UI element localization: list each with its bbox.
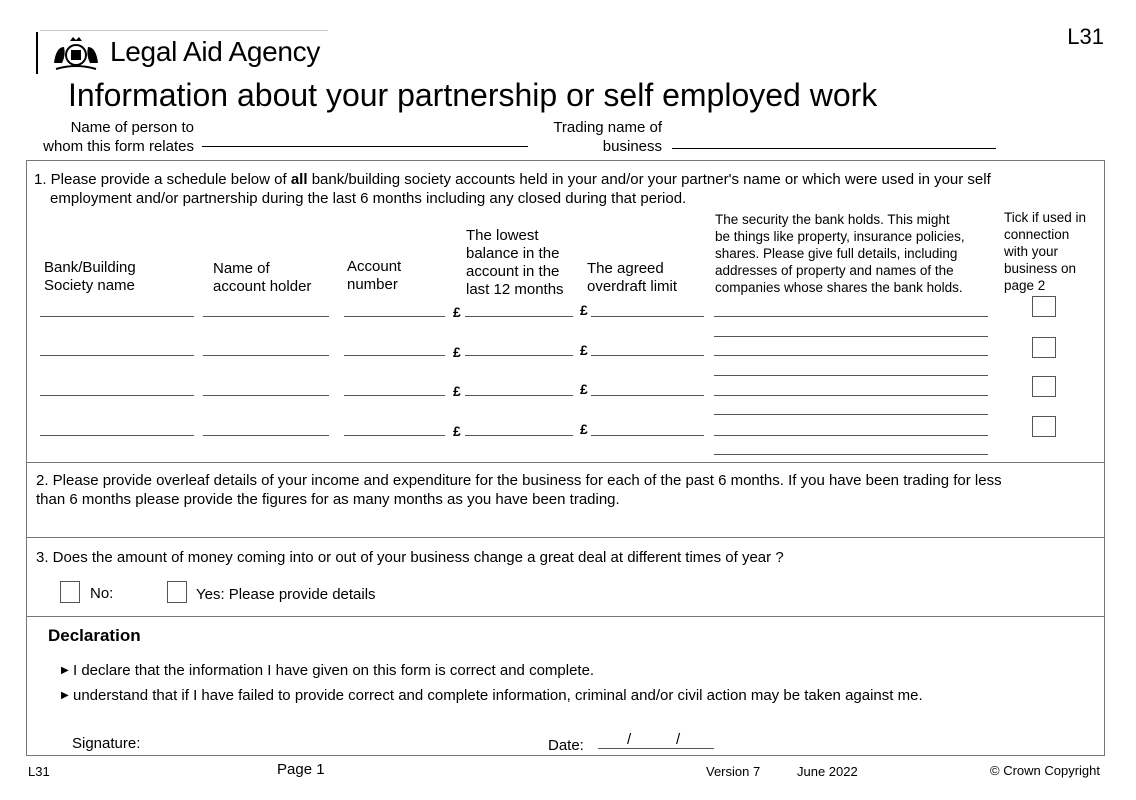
trading-label-line1: Trading name of — [553, 119, 662, 136]
overdraft-limit-field[interactable] — [591, 395, 704, 396]
col-holder-l1: Name of — [213, 260, 270, 277]
col-overdraft-l2: overdraft limit — [587, 278, 678, 295]
section2-line1: 2. Please provide overleaf details of your income and expenditure for the business for each of the past 6 months. If you have been trading for less — [36, 472, 1002, 489]
col-lowest-l1: The lowest — [466, 227, 539, 244]
declaration-point-1: I declare that the information I have given on this form is correct and complete. — [73, 662, 595, 679]
business-use-checkbox[interactable] — [1032, 376, 1056, 397]
date-label: Date: — [548, 737, 584, 754]
copyright-text: © Crown Copyright — [990, 763, 1101, 778]
security-field-line[interactable] — [714, 355, 988, 356]
account-number-field[interactable] — [344, 355, 445, 356]
lowest-balance-field[interactable] — [465, 435, 573, 436]
security-field-line[interactable] — [714, 316, 988, 317]
col-header-number — [347, 258, 401, 294]
divider-1 — [26, 462, 1105, 463]
bank-name-field[interactable] — [40, 435, 194, 436]
date-separator: / — [627, 731, 632, 748]
security-field-line[interactable] — [714, 435, 988, 436]
divider-3 — [26, 616, 1105, 617]
page-title: Information about your partnership or self employed work — [68, 77, 878, 113]
security-field-line[interactable] — [714, 414, 988, 415]
col-tick-l4: business on — [1004, 261, 1077, 276]
footer-form-code: L31 — [28, 764, 50, 779]
lowest-balance-field[interactable] — [465, 395, 573, 396]
trading-name-field[interactable] — [672, 148, 996, 149]
col-overdraft-l1: The agreed — [587, 260, 664, 277]
business-use-checkbox[interactable] — [1032, 337, 1056, 358]
col-lowest-l3: account in the — [466, 263, 560, 280]
col-tick-l3: with your — [1004, 244, 1059, 259]
holder-name-field[interactable] — [203, 435, 329, 436]
currency-symbol: £ — [580, 342, 588, 358]
col-tick-l1: Tick if used in — [1004, 210, 1087, 225]
section3-question: 3. Does the amount of money coming into or out of your business change a great deal at different times of year ? — [36, 549, 784, 566]
business-use-checkbox[interactable] — [1032, 296, 1056, 317]
col-tick-l2: connection — [1004, 227, 1070, 242]
col-number-l1: Account — [347, 258, 402, 275]
security-field-line[interactable] — [714, 395, 988, 396]
holder-name-field[interactable] — [203, 316, 329, 317]
col-holder-l2: account holder — [213, 278, 312, 295]
agency-name: Legal Aid Agency — [110, 36, 321, 67]
col-header-bank — [44, 259, 136, 295]
yes-label: Yes: Please provide details — [196, 586, 376, 603]
col-header-lowest — [466, 227, 564, 299]
yes-checkbox[interactable] — [167, 581, 187, 603]
bank-name-field[interactable] — [40, 395, 194, 396]
col-security-l2: be things like property, insurance policies, — [715, 229, 965, 244]
account-number-field[interactable] — [344, 316, 445, 317]
section1-text-post: bank/building society accounts held in your and/or your partner's name or which were used in your self — [307, 171, 991, 188]
col-number-l2: number — [347, 276, 398, 293]
page-number: Page 1 — [277, 761, 325, 778]
overdraft-limit-field[interactable] — [591, 435, 704, 436]
col-tick-l5: page 2 — [1004, 278, 1046, 293]
no-label: No: — [90, 585, 114, 602]
col-security-l3: shares. Please give full details, including — [715, 246, 958, 261]
col-header-security — [715, 211, 965, 296]
form-code: L31 — [1067, 24, 1104, 49]
account-number-field[interactable] — [344, 395, 445, 396]
col-security-l4: addresses of property and names of the — [715, 263, 954, 278]
date-field[interactable] — [598, 748, 714, 749]
person-name-field[interactable] — [202, 146, 528, 147]
security-field-line[interactable] — [714, 375, 988, 376]
bullet-arrow-icon: ▶ — [61, 665, 69, 676]
col-header-tick — [1004, 209, 1086, 294]
signature-label: Signature: — [72, 735, 141, 752]
royal-crest-icon — [50, 33, 102, 73]
person-name-label — [20, 118, 194, 156]
lowest-balance-field[interactable] — [465, 316, 573, 317]
overdraft-limit-field[interactable] — [591, 316, 704, 317]
col-lowest-l4: last 12 months — [466, 281, 564, 298]
bank-name-field[interactable] — [40, 316, 194, 317]
section1-instructions — [34, 170, 1094, 208]
currency-symbol: £ — [453, 423, 461, 439]
business-use-checkbox[interactable] — [1032, 416, 1056, 437]
security-field-line[interactable] — [714, 336, 988, 337]
section1-text-pre: 1. Please provide a schedule below of — [34, 171, 291, 188]
declaration-title: Declaration — [48, 626, 141, 645]
currency-symbol: £ — [453, 344, 461, 360]
section2-text — [36, 471, 1098, 509]
date-separator: / — [676, 731, 681, 748]
security-field-line[interactable] — [714, 454, 988, 455]
holder-name-field[interactable] — [203, 355, 329, 356]
signature-field[interactable] — [150, 734, 520, 754]
currency-symbol: £ — [580, 381, 588, 397]
lowest-balance-field[interactable] — [465, 355, 573, 356]
overdraft-limit-field[interactable] — [591, 355, 704, 356]
account-number-field[interactable] — [344, 435, 445, 436]
col-bank-l1: Bank/Building — [44, 259, 136, 276]
logo-divider — [36, 32, 38, 74]
col-header-holder — [213, 260, 311, 296]
holder-name-field[interactable] — [203, 395, 329, 396]
person-label-line1: Name of person to — [70, 119, 194, 136]
declaration-point-2: understand that if I have failed to provide correct and complete information, criminal and/or civil action may be taken against me. — [73, 687, 923, 704]
col-security-l5: companies whose shares the bank holds. — [715, 280, 963, 295]
currency-symbol: £ — [580, 302, 588, 318]
bullet-arrow-icon: ▶ — [61, 690, 69, 701]
section1-line2: employment and/or partnership during the last 6 months including any closed during that period. — [50, 190, 687, 207]
col-header-overdraft — [587, 260, 677, 296]
trading-name-label — [520, 118, 662, 156]
trading-label-line2: business — [602, 138, 662, 155]
no-checkbox[interactable] — [60, 581, 80, 603]
currency-symbol: £ — [453, 304, 461, 320]
version-date: June 2022 — [797, 764, 858, 779]
section1-text-bold: all — [290, 171, 308, 188]
bank-name-field[interactable] — [40, 355, 194, 356]
currency-symbol: £ — [580, 421, 588, 437]
section2-line2: than 6 months please provide the figures for as many months as you have been trading. — [36, 491, 620, 508]
col-bank-l2: Society name — [44, 277, 135, 294]
col-lowest-l2: balance in the — [466, 245, 560, 262]
divider-2 — [26, 537, 1105, 538]
person-label-line2: whom this form relates — [43, 138, 194, 155]
version-text: Version 7 — [706, 764, 761, 779]
section1-line1 — [34, 170, 1094, 189]
currency-symbol: £ — [453, 383, 461, 399]
col-security-l1: The security the bank holds. This might — [715, 212, 950, 227]
